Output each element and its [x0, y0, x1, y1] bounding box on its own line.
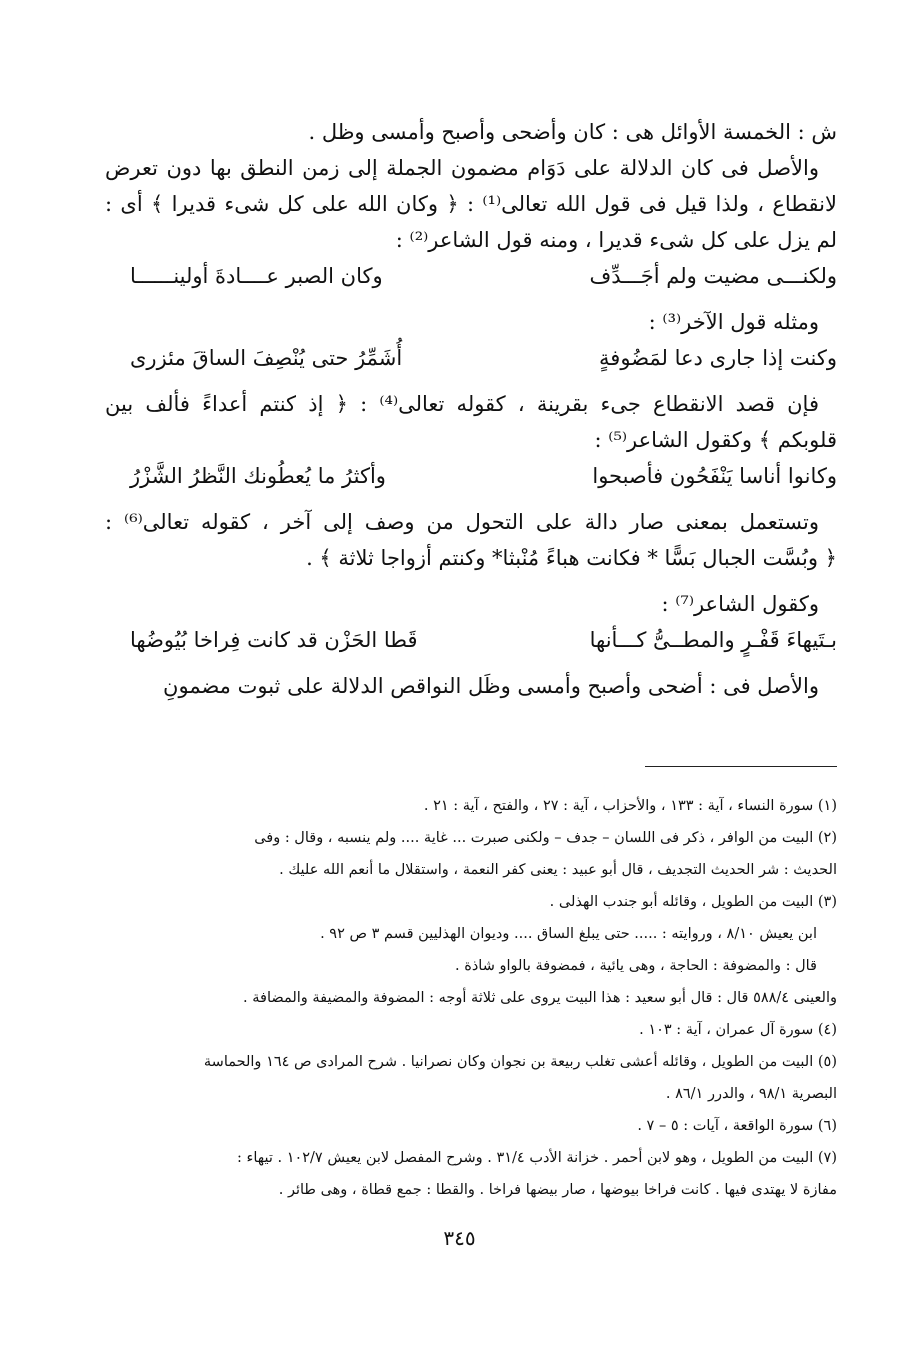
footnote-5-cont: البصرية ٩٨/١ ، والدرر ٨٦/١ .: [665, 1086, 837, 1102]
page-number: ٣٤٥: [443, 1226, 476, 1250]
verse-4-second-hemistich: قَطا الحَزْن قد كانت فِراخا بُيُوضُها: [130, 628, 418, 652]
footnote-3-cont-2: قال : والمضوفة : الحاجة ، وهى يائية ، فمضوفة بالواو شاذة .: [455, 958, 817, 974]
footnote-3-cont-1: ابن يعيش ٨/١٠ ، وروايته : ..... حتى يبلغ الساق .... وديوان الهذليين قسم ٣ ص ٩٢ .: [320, 926, 817, 942]
verse-2-first-hemistich: وكنت إذا جارى دعا لمَضُوفةٍ: [599, 346, 837, 370]
footnote-7: (٧) البيت من الطويل ، وهو لابن أحمر . خزانة الأدب ٣١/٤ . وشرح المفصل لابن يعيش ١٠٢/٧ . تيهاء :: [237, 1150, 837, 1166]
body-line-7: قلوبكم ﴾ وكقول الشاعر⁽⁵⁾ :: [594, 428, 837, 452]
footnote-2-cont: الحديث : شر الحديث التجديف ، قال أبو عبيد : يعنى كفر النعمة ، واستقلال ما أنعم الله عليك .: [279, 862, 837, 878]
body-line-6: فإن قصد الانقطاع جىء بقرينة ، كقوله تعالى⁽⁴⁾ : ﴿ إذ كنتم أعداءً فألف بين: [105, 392, 819, 416]
footnote-1: (١) سورة النساء ، آية : ١٣٣ ، والأحزاب ، آية : ٢٧ ، والفتح ، آية : ٢١ .: [423, 798, 837, 814]
footnote-7-cont: مفازة لا يهتدى فيها . كانت فراخا بيوضها ، صار بيضها فراخا . والقطا : جمع قطاة ، وهى طائر .: [278, 1182, 837, 1198]
verse-3: [130, 462, 837, 490]
body-line-1: ش : الخمسة الأوائل هى : كان وأضحى وأصبح وأمسى وظل .: [308, 120, 837, 144]
body-line-4: لم يزل على كل شىء قديرا ، ومنه قول الشاعر⁽²⁾ :: [395, 228, 837, 252]
footnote-2: (٢) البيت من الوافر ، ذكر فى اللسان – جدف – ولكنى صبرت ... غاية .... ولم ينسبه ، وقال : وفى: [254, 830, 837, 846]
body-line-11: والأصل فى : أضحى وأصبح وأمسى وظَل النواقص الدلالة على ثبوت مضمونِ: [163, 674, 819, 698]
footnote-6: (٦) سورة الواقعة ، آيات : ٥ – ٧ .: [637, 1118, 837, 1134]
footnote-3-cont-3: والعينى ٥٨٨/٤ قال : قال أبو سعيد : هذا البيت يروى على ثلاثة أوجه : المضوفة والمضيفة والمضافة .: [243, 990, 837, 1006]
body-line-10: وكقول الشاعر⁽⁷⁾ :: [661, 592, 819, 616]
body-line-8: وتستعمل بمعنى صار دالة على التحول من وصف إلى آخر ، كقوله تعالى⁽⁶⁾ :: [105, 510, 819, 534]
footnote-5: (٥) البيت من الطويل ، وقائله أعشى تغلب ربيعة بن نجوان وكان نصرانيا . شرح المرادى ص ١٦٤ والحماسة: [203, 1054, 837, 1070]
body-line-9: ﴿ وبُسَّت الجبال بَسًّا * فكانت هباءً مُنْبثا* وكنتم أزواجا ثلاثة ﴾ .: [306, 546, 837, 570]
footnote-3: (٣) البيت من الطويل ، وقائله أبو جندب الهذلى .: [549, 894, 837, 910]
footnote-separator: [645, 766, 837, 767]
verse-4: [130, 626, 837, 654]
body-line-3: لانقطاع ، ولذا قيل فى قول الله تعالى⁽¹⁾ : ﴿ وكان الله على كل شىء قديرا ﴾ أى :: [105, 192, 837, 216]
verse-2-second-hemistich: أُشَمِّرُ حتى يُنْصِفَ الساقَ مئزرى: [130, 346, 403, 370]
body-line-2: والأصل فى كان الدلالة على دَوَام مضمون الجملة إلى زمن النطق بها دون تعرض: [105, 156, 819, 180]
verse-4-first-hemistich: بـتَيهاءَ قَفْـرٍ والمطــىُّ كـــأنها: [589, 628, 837, 652]
verse-2: [130, 344, 837, 372]
verse-3-second-hemistich: وأكثرُ ما يُعطُونك النَّظرُ الشَّزْرُ: [130, 464, 386, 488]
verse-1: [130, 262, 837, 290]
verse-3-first-hemistich: وكانوا أناسا يَنْفَحُون فأصبحوا: [592, 464, 837, 488]
verse-1-second-hemistich: وكان الصبر عــــادةَ أولينــــــا: [130, 264, 383, 288]
footnote-4: (٤) سورة آل عمران ، آية : ١٠٣ .: [639, 1022, 837, 1038]
verse-1-first-hemistich: ولكنـــى مضيت ولم أجَـــدِّف: [589, 264, 837, 288]
body-line-5: ومثله قول الآخر⁽³⁾ :: [648, 310, 819, 334]
